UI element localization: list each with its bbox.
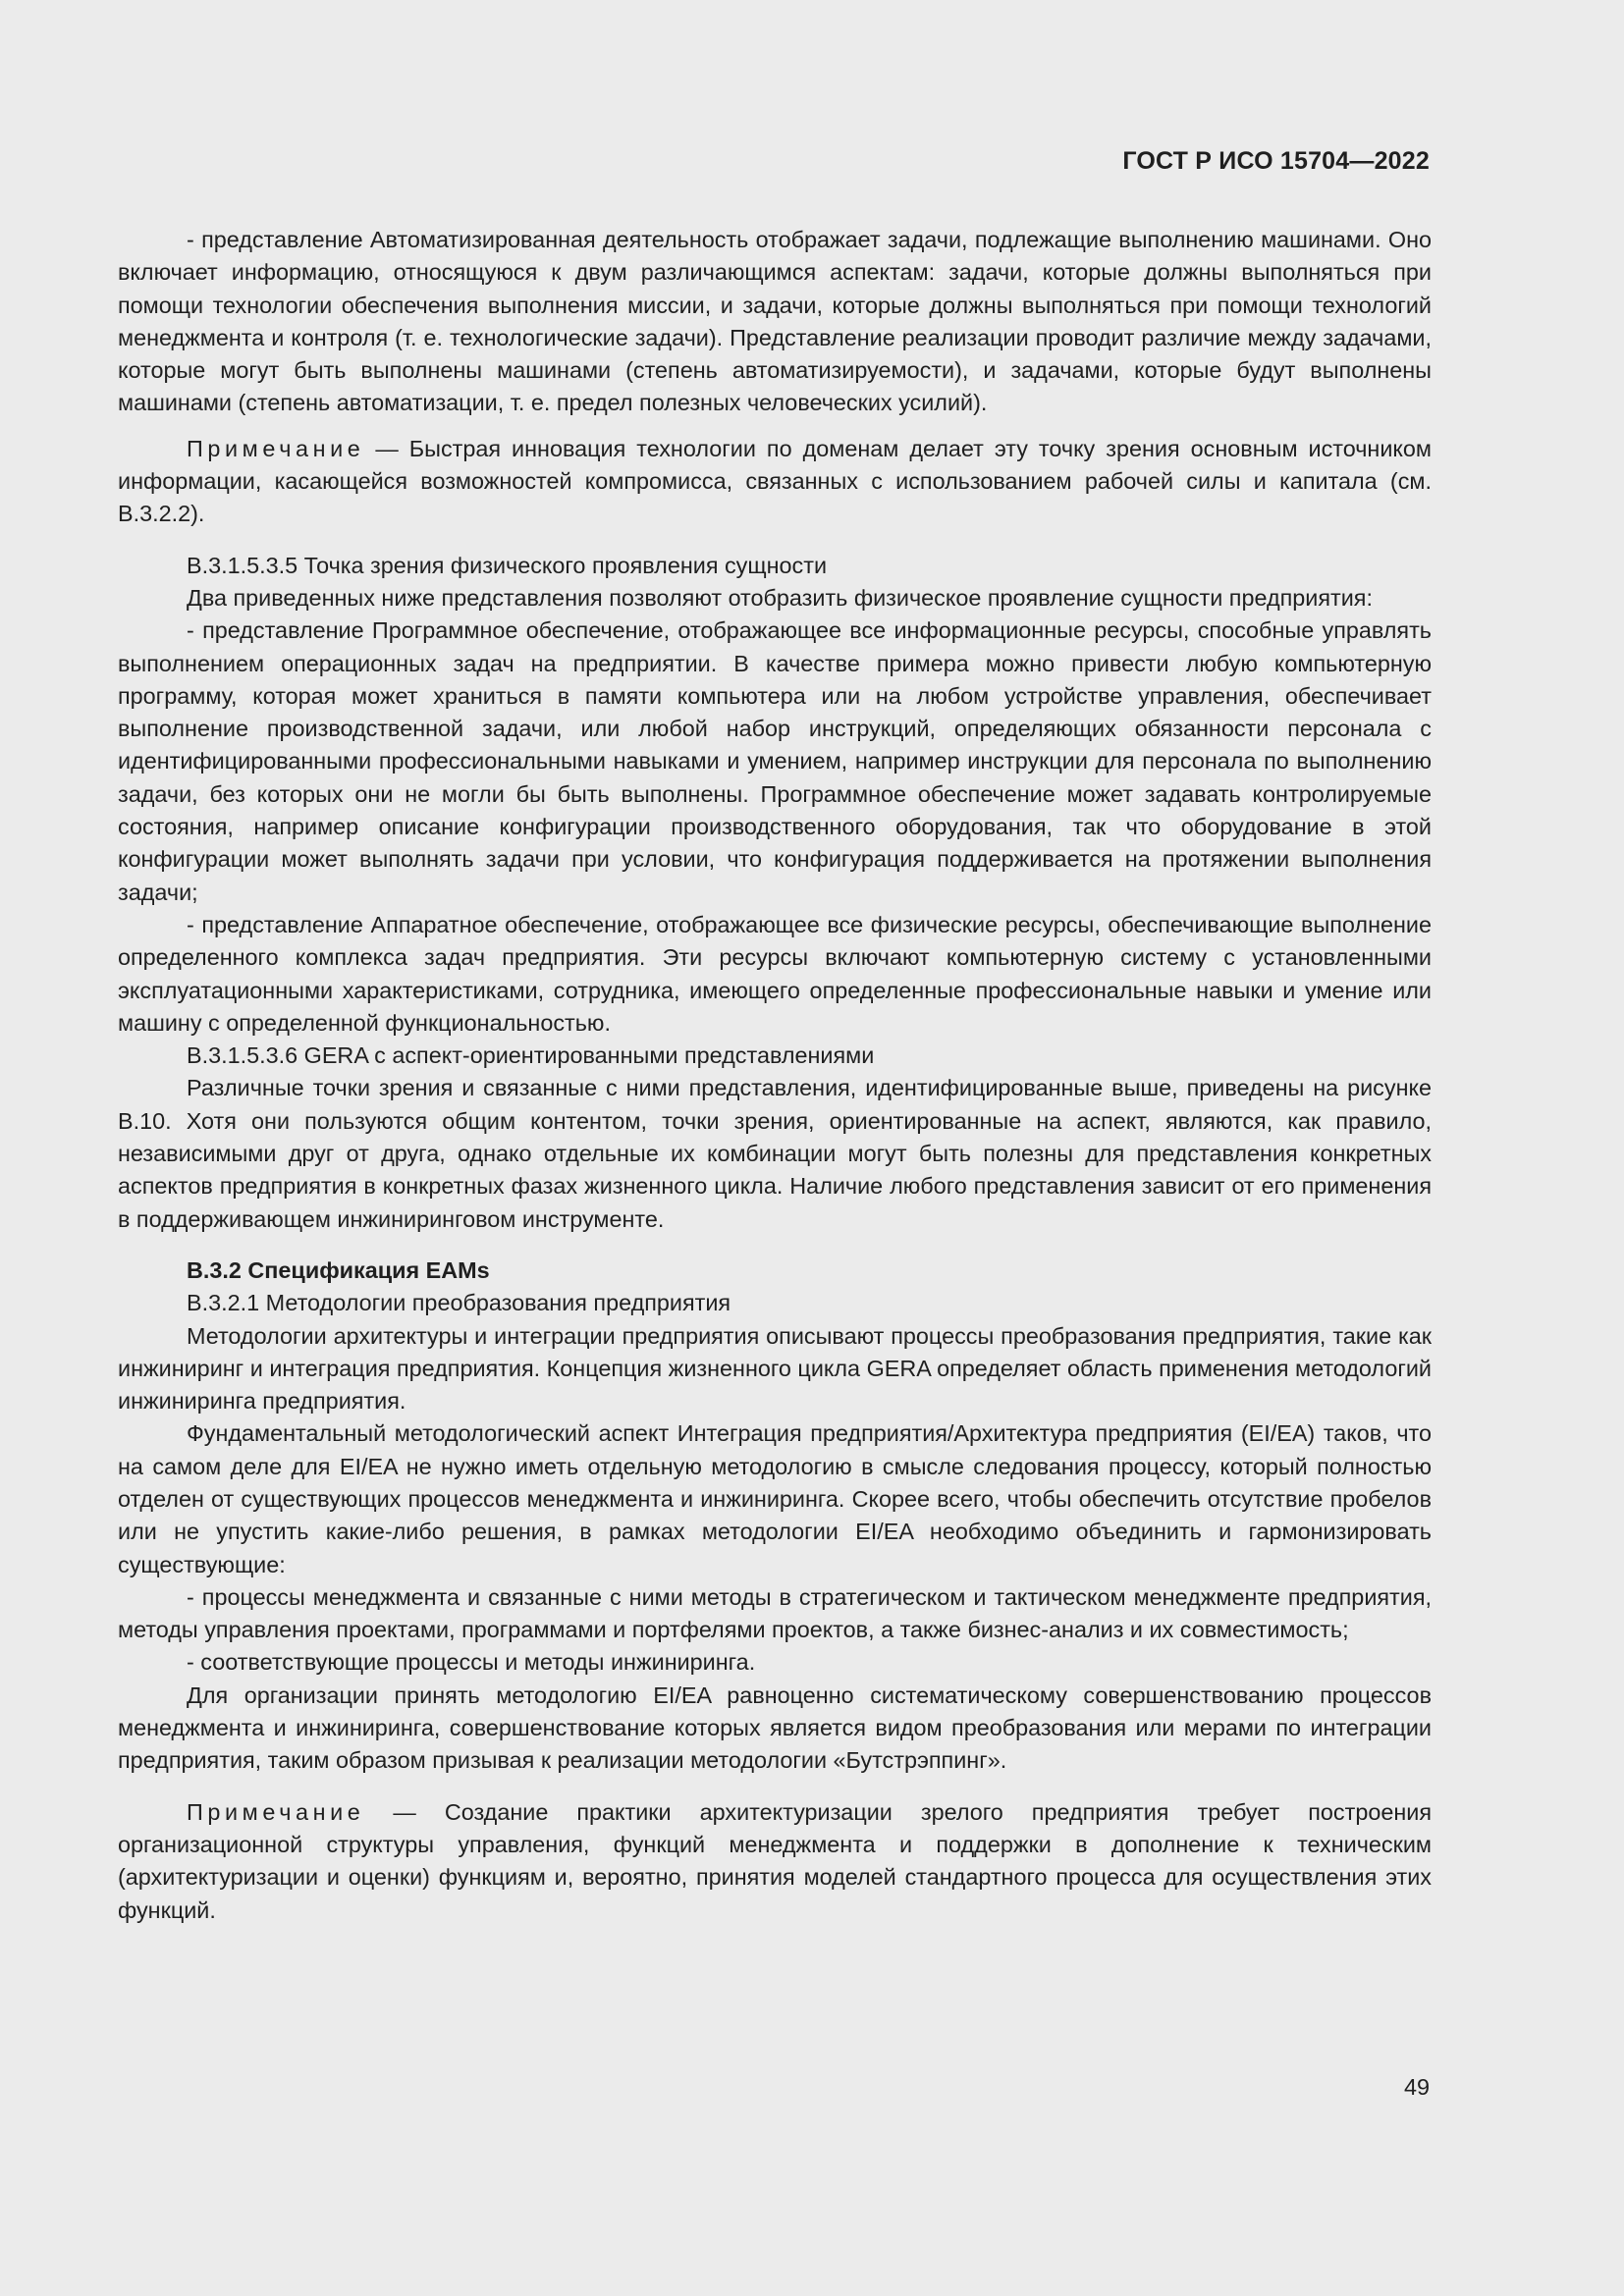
- section-heading-b321: В.3.2.1 Методологии преобразования предприятия: [187, 1290, 731, 1316]
- paragraph-methodologies: Методологии архитектуры и интеграции предприятия описывают процессы преобразования предприятия, такие как инжиниринг и интеграция предприятия. Концепция жизненного цикла GERA определяет область применения методологий инжиниринга предприятия.: [118, 1322, 1432, 1415]
- list-item-management-processes: - процессы менеджмента и связанные с ними методы в стратегическом и тактическом менеджменте предприятия, методы управления проектами, программами и портфелями проектов, а также бизнес-анализ и их совместимость;: [118, 1583, 1432, 1643]
- section-heading-b32: В.3.2 Спецификация EAMs: [187, 1256, 490, 1283]
- paragraph-software-view: - представление Программное обеспечение, отображающее все информационные ресурсы, способные управлять выполнением операционных задач на предприятии. В качестве примера можно привести любую компьютерную программу, которая может храниться в памяти компьютера или на любом устройстве управления, обеспечивает выполнение производственной задачи, или любой набор инструкций, определяющих обязанности персонала с идентифицированными профессиональными навыками и умением, например инструкции для персонала по выполнению задачи, без которых они не могли бы быть выполнены. Программное обеспечение может задавать контролируемые состояния, например описание конфигурации производственного оборудования, так что оборудование в этой конфигурации может выполнять задачи при условии, что конфигурация поддерживается на протяжении выполнения задачи;: [118, 617, 1432, 905]
- standard-header: ГОСТ Р ИСО 15704—2022: [1122, 147, 1430, 175]
- note-text: — Создание практики архитектуризации зрелого предприятия требует построения организационной структуры управления, функций менеджмента и поддержки в дополнение к техническим (архитектуризации и оценки) функциям и, вероятно, принятия моделей стандартного процесса для осуществления этих функций.: [118, 1798, 1432, 1923]
- paragraph-automated-activity: - представление Автоматизированная деятельность отображает задачи, подлежащие выполнению машинами. Оно включает информацию, относящуюся к двум различающимся аспектам: задачи, которые должны выполняться при помощи технологии обеспечения выполнения миссии, и задачи, которые должны выполняться при помощи технологий менеджмента и контроля (т. е. технологические задачи). Представление реализации проводит различие между задачами, которые могут быть выполнены машинами (степень автоматизируемости), и задачами, которые будут выполнены машинами (степень автоматизации, т. е. предел полезных человеческих усилий).: [118, 227, 1432, 416]
- paragraph-hardware-view: - представление Аппаратное обеспечение, отображающее все физические ресурсы, обеспечивающие выполнение определенного комплекса задач предприятия. Эти ресурсы включают компьютерную систему с установленными эксплуатационными характеристиками, сотрудника, имеющего определенные профессиональные навыки и умение или машину с определенной функциональностью.: [118, 911, 1432, 1036]
- page-number: 49: [1403, 2074, 1430, 2100]
- note-label: Примечание: [187, 435, 365, 461]
- paragraph-fundamental-aspect: Фундаментальный методологический аспект Интеграция предприятия/Архитектура предприятия (EI/EA) таков, что на самом деле для EI/EA не нужно иметь отдельную методологию в смысле следования процессу, который полностью отделен от существующих процессов менеджмента и инжиниринга. Скорее всего, чтобы обеспечить отсутствие пробелов или не упустить какие-либо решения, в рамках методологии EI/EA необходимо объединить и гармонизировать существующие:: [118, 1420, 1432, 1577]
- note-label: Примечание: [187, 1798, 365, 1825]
- document-body: [118, 224, 1432, 1927]
- note-text: — Быстрая инновация технологии по доменам делает эту точку зрения основным источником информации, касающейся возможностей компромисса, связанных с использованием рабочей силы и капитала (см. В.3.2.2).: [118, 435, 1432, 527]
- paragraph-two-views: Два приведенных ниже представления позволяют отобразить физическое проявление сущности предприятия:: [187, 584, 1373, 611]
- paragraph-viewpoints: Различные точки зрения и связанные с ними представления, идентифицированные выше, приведены на рисунке В.10. Хотя они пользуются общим контентом, точки зрения, ориентированные на аспект, являются, как правило, независимыми друг от друга, однако отдельные их комбинации могут быть полезны для представления конкретных аспектов предприятия в конкретных фазах жизненного цикла. Наличие любого представления зависит от его применения в поддерживающем инжиниринговом инструменте.: [118, 1075, 1432, 1232]
- note-paragraph-2: [118, 1796, 1432, 1927]
- paragraph-adoption: Для организации принять методологию EI/EA равноценно систематическому совершенствованию процессов менеджмента и инжиниринга, совершенствование которых является видом преобразования или мерами по интеграции предприятия, таким образом призывая к реализации методологии «Бутстрэппинг».: [118, 1682, 1432, 1774]
- note-paragraph-1: [118, 433, 1432, 531]
- section-heading-b31536: В.3.1.5.3.6 GERA с аспект-ориентированными представлениями: [187, 1042, 875, 1069]
- list-item-engineering-processes: - соответствующие процессы и методы инжиниринга.: [187, 1649, 756, 1676]
- section-heading-b31535: В.3.1.5.3.5 Точка зрения физического проявления сущности: [187, 552, 828, 578]
